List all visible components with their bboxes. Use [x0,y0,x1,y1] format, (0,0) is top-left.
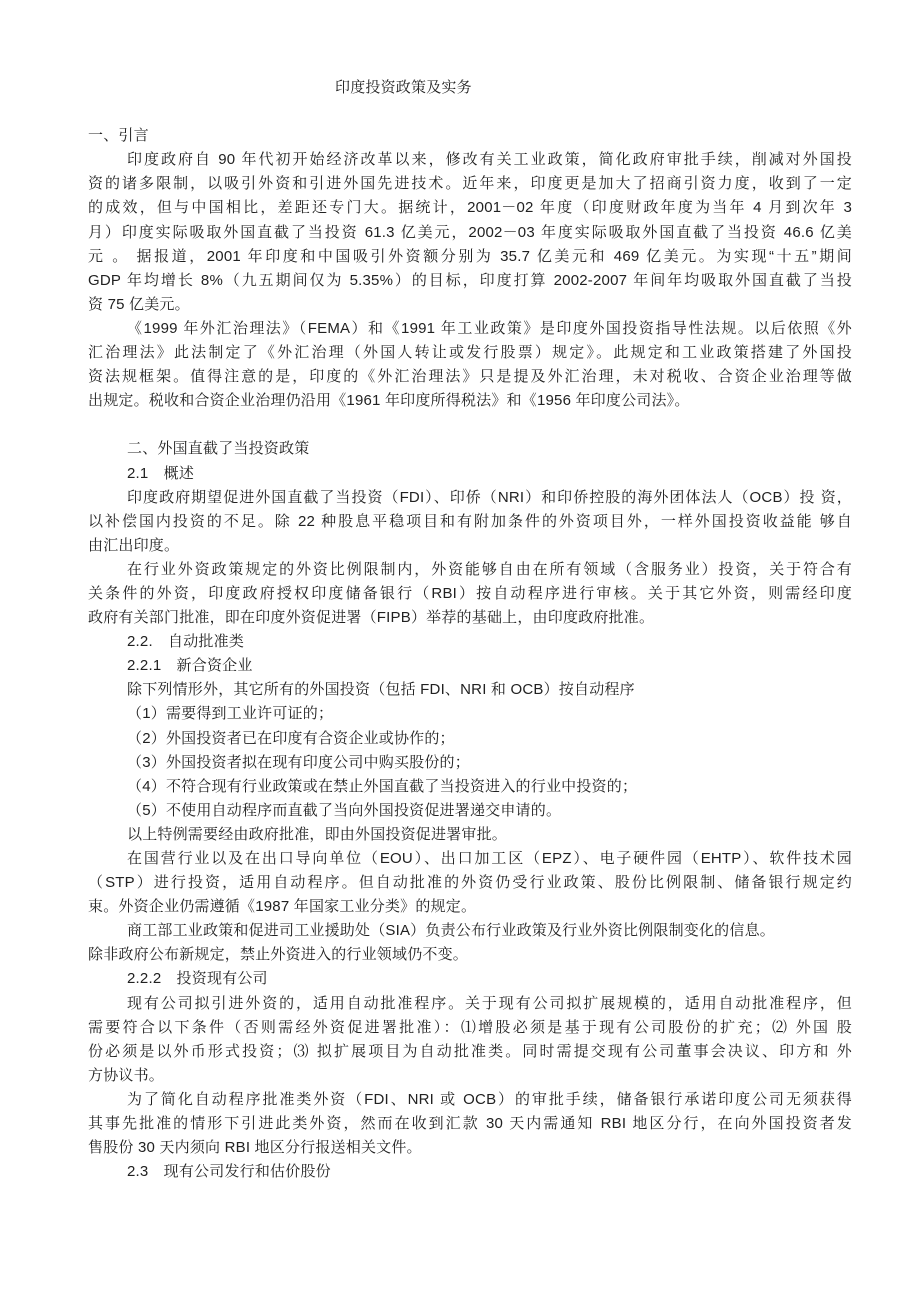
text-line: 现有公司拟引进外资的，适用自动批准程序。关于现有公司拟扩展规模的，适用自动批准程序，但 [127,994,852,1012]
text-line: 需要符合以下条件（否则需经外资促进署批准）：⑴增股必须是基于现有公司股份的扩充；⑵ 外国 股 [88,1018,852,1036]
blank-line [88,100,852,124]
text-line: 除下列情形外，其它所有的外国投资（包括 FDI、NRI 和 OCB）按自动程序 [127,681,635,699]
text-line: （3）外国投资者拟在现有印度公司中购买股份的； [127,753,470,771]
text-line: （1）需要得到工业许可证的； [127,705,334,723]
blank-line [88,413,852,437]
text-line: 资 75 亿美元。 [88,295,190,313]
text-line: 印度政府期望促进外国直截了当投资（FDI）、印侨（NRI）和印侨控股的海外团体法人（OCB）投 资， [127,488,852,506]
text-line: 其事先批准的情形下引进此类外资，然而在收到汇款 30 天内需通知 RBI 地区分行，在向外国投资者发 [88,1115,852,1133]
text-line: 为了简化自动程序批准类外资（FDI、NRI 或 OCB）的审批手续，储备银行承诺印度公司无须获得 [127,1090,852,1108]
text-line: 资的诸多限制，以吸引外资和引进外国先进技术。近年来，印度更是加大了招商引资力度，收到了一定 [88,175,852,193]
text-line: （5）不使用自动程序而直截了当向外国投资促进署递交申请的。 [127,801,562,819]
text-line: 由汇出印度。 [88,536,180,554]
text-line: 《1999 年外汇治理法》（FEMA）和《1991 年工业政策》是印度外国投资指导性法规。以后依照《外 [127,319,852,337]
section-heading: 2.3 现有公司发行和估价股份 [127,1163,331,1181]
text-line: 束。外资企业仍需遵循《1987 年国家工业分类》的规定。 [88,898,477,916]
text-line: 以上特例需要经由政府批准，即由外国投资促进署审批。 [127,825,508,843]
text-line: 汇治理法》此法制定了《外汇治理（外国人转让或发行股票）规定》。此规定和工业政策搭建了外国投 [88,344,852,362]
text-line: 印度政府自 90 年代初开始经济改革以来，修改有关工业政策，简化政府审批手续，削减对外国投 [127,151,852,169]
text-line: 的成效，但与中国相比，差距还专门大。据统计，2001－02 年度（印度财政年度为当年 4 月到次年 3 [88,199,852,217]
text-line: （STP）进行投资，适用自动程序。但自动批准的外资仍受行业政策、股份比例限制、储备银行规定约 [88,874,852,892]
text-line: 在行业外资政策规定的外资比例限制内，外资能够自由在所有领域（含服务业）投资，关于符合有 [127,560,852,578]
text-line: 政府有关部门批准，即在印度外资促进署（FIPB）举荐的基础上，由印度政府批准。 [88,609,655,627]
text-line: 关条件的外资，印度政府授权印度储备银行（RBI）按自动程序进行审核。关于其它外资，则需经印度 [88,584,852,602]
section-heading: 2.1 概述 [127,464,195,482]
text-line: 方协议书。 [88,1066,165,1084]
section-heading: 二、外国直截了当投资政策 [127,440,310,458]
text-line: 商工部工业政策和促进司工业援助处（SIA）负责公布行业政策及行业外资比例限制变化的信息。 [127,922,775,940]
text-line: 份必须是以外币形式投资；⑶ 拟扩展项目为自动批准类。同时需提交现有公司董事会决议、印方和 外 [88,1042,852,1060]
text-line: 月）印度实际吸取外国直截了当投资 61.3 亿美元，2002－03 年度实际吸取外国直截了当投资 46.6 亿美 [88,223,852,241]
text-line: 除非政府公布新规定，禁止外资进入的行业领域仍不变。 [88,946,469,964]
text-line: 出规定。税收和合资企业治理仍沿用《1961 年印度所得税法》和《1956 年印度公司法》。 [88,392,690,410]
text-line: 资法规框架。值得注意的是，印度的《外汇治理法》只是提及外汇治理，未对税收、合资企业治理等做 [88,368,852,386]
text-line: 在国营行业以及在出口导向单位（EOU）、出口加工区（EPZ）、电子硬件园（EHTP）、软件技术园 [127,850,852,867]
text-line: （4）不符合现有行业政策或在禁止外国直截了当投资进入的行业中投资的； [127,777,638,795]
text-line: GDP 年均增长 8%（九五期间仅为 5.35%）的目标，印度打算 2002-2007 年间年均吸取外国直截了当投 [88,271,852,289]
section-heading: 2.2.2 投资现有公司 [127,970,268,988]
text-line: （2）外国投资者已在印度有合资企业或协作的； [127,729,455,747]
section-heading: 2.2. 自动批准类 [127,633,245,651]
section-heading: 一、引言 [88,127,149,145]
text-line: 售股份 30 天内须向 RBI 地区分行报送相关文件。 [88,1139,422,1157]
text-line: 元 。 据报道，2001 年印度和中国吸引外资额分别为 35.7 亿美元和 469 亿美元。为实现“十五”期间 [88,247,852,265]
section-heading: 2.2.1 新合资企业 [127,657,253,675]
text-line: 以补偿国内投资的不足。除 22 种股息平稳项目和有附加条件的外资项目外，一样外国投资收益能 够自 [88,512,852,530]
doc-title: 印度投资政策及实务 [335,79,472,96]
